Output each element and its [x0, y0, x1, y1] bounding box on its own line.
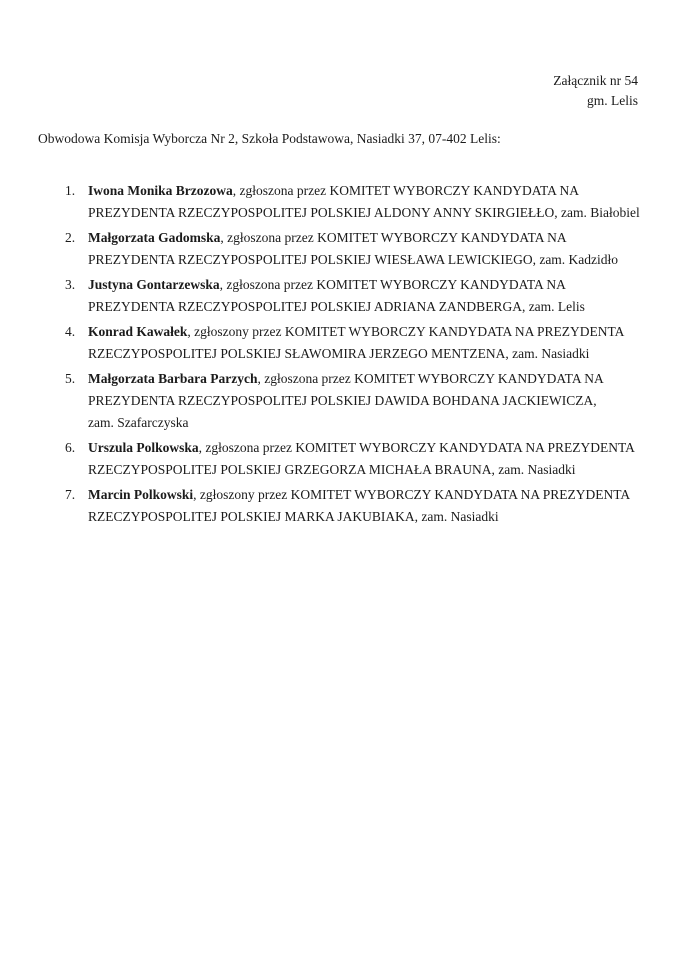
commission-header: Obwodowa Komisja Wyborcza Nr 2, Szkoła Podstawowa, Nasiadki 37, 07-402 Lelis:	[38, 131, 501, 146]
member-text	[88, 274, 646, 318]
member-name: Marcin Polkowski	[88, 487, 194, 502]
member-number: 1.	[65, 183, 76, 198]
attachment-label: Załącznik nr 54	[553, 73, 638, 88]
member-name: Justyna Gontarzewska	[88, 277, 220, 292]
member-row	[65, 437, 679, 481]
member-row	[65, 274, 679, 318]
member-description: , zgłoszona przez KOMITET WYBORCZY KANDYDATA NA PREZYDENTA RZECZYPOSPOLITEJ POLSKIEJ WIESŁAWA LEWICKIEGO, zam. Kadzidło	[88, 230, 619, 267]
member-number: 5.	[65, 371, 76, 386]
members-list	[65, 180, 679, 528]
member-row	[65, 321, 679, 365]
member-row	[65, 227, 679, 271]
member-number: 2.	[65, 230, 76, 245]
member-number: 6.	[65, 440, 76, 455]
member-text	[88, 368, 646, 434]
member-name: Urszula Polkowska	[88, 440, 199, 455]
member-description: , zgłoszony przez KOMITET WYBORCZY KANDYDATA NA PREZYDENTA RZECZYPOSPOLITEJ POLSKIEJ SŁAWOMIRA JERZEGO MENTZENA, zam. Nasiadki	[88, 324, 624, 361]
member-number: 3.	[65, 277, 76, 292]
member-name: Małgorzata Gadomska	[88, 230, 221, 245]
member-name: Iwona Monika Brzozowa	[88, 183, 233, 198]
attachment-block	[0, 71, 679, 111]
member-row	[65, 180, 679, 224]
member-row	[65, 368, 679, 434]
member-text	[88, 437, 646, 481]
member-number: 7.	[65, 487, 76, 502]
member-description: , zgłoszony przez KOMITET WYBORCZY KANDYDATA NA PREZYDENTA RZECZYPOSPOLITEJ POLSKIEJ MARKA JAKUBIAKA, zam. Nasiadki	[88, 487, 630, 524]
member-row	[65, 484, 679, 528]
member-text	[88, 227, 646, 271]
member-name: Małgorzata Barbara Parzych	[88, 371, 258, 386]
member-description: , zgłoszona przez KOMITET WYBORCZY KANDYDATA NA PREZYDENTA RZECZYPOSPOLITEJ POLSKIEJ ADRIANA ZANDBERGA, zam. Lelis	[88, 277, 585, 314]
member-number: 4.	[65, 324, 76, 339]
member-description: , zgłoszona przez KOMITET WYBORCZY KANDYDATA NA PREZYDENTA RZECZYPOSPOLITEJ POLSKIEJ GRZEGORZA MICHAŁA BRAUNA, zam. Nasiadki	[88, 440, 635, 477]
member-name: Konrad Kawałek	[88, 324, 188, 339]
member-description: , zgłoszona przez KOMITET WYBORCZY KANDYDATA NA PREZYDENTA RZECZYPOSPOLITEJ POLSKIEJ ALDONY ANNY SKIRGIEŁŁO, zam. Białobiel	[88, 183, 640, 220]
member-description: , zgłoszona przez KOMITET WYBORCZY KANDYDATA NA PREZYDENTA RZECZYPOSPOLITEJ POLSKIEJ DAWIDA BOHDANA JACKIEWICZA, zam. Szafarczyska	[88, 371, 603, 430]
member-text	[88, 484, 646, 528]
member-text	[88, 321, 646, 365]
member-text	[88, 180, 646, 224]
municipality-label: gm. Lelis	[587, 93, 638, 108]
